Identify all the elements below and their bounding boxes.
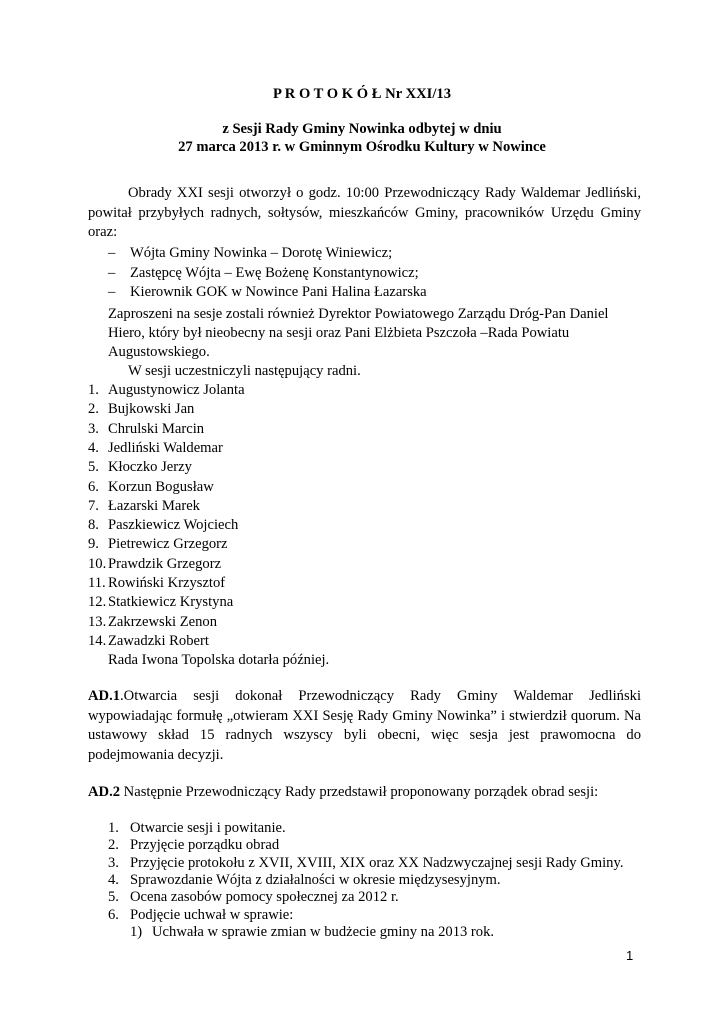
councillor-name-3: Chrulski Marcin	[108, 420, 205, 437]
agenda-item-2-number: 2.	[108, 837, 119, 854]
document-subtitle-line2: 27 marca 2013 r. w Gminnym Ośrodku Kultury w Nowince	[178, 139, 546, 155]
councillor-8-number: 8.	[88, 517, 99, 534]
councillor-name-6: Korzun Bogusław	[108, 478, 214, 495]
councillor-13-number: 13.	[88, 613, 107, 630]
attendance-intro: W sesji uczestniczyli następujący radni.	[128, 363, 361, 379]
councillor-name-5: Kłoczko Jerzy	[108, 459, 192, 476]
agenda-item-1: Otwarcie sesji i powitanie.	[130, 820, 286, 836]
councillor-name-13: Zakrzewski Zenon	[108, 613, 218, 630]
dash-item-1: Wójta Gminy Nowinka – Dorotę Winiewicz;	[130, 245, 393, 261]
agenda-item-4: Sprawozdanie Wójta z działalności w okresie międzysesyjnym.	[130, 871, 501, 888]
dash-item-3-number: –	[108, 284, 116, 300]
agenda-item-6-number: 6.	[108, 906, 119, 923]
agenda-item-1-number: 1.	[108, 820, 119, 836]
dash-item-3: Kierownik GOK w Nowince Pani Halina Łazarska	[130, 284, 427, 300]
page-number: 1	[626, 948, 634, 963]
invited-line-3: Augustowskiego.	[108, 344, 210, 360]
ad2-text: Następnie Przewodniczący Rady przedstawił proponowany porządek obrad sesji:	[120, 784, 599, 800]
ad2-label: AD.2	[88, 784, 121, 800]
councillor-14-number: 14.	[88, 632, 107, 649]
agenda-subitem-1: Uchwała w sprawie zmian w budżecie gminy na 2013 rok.	[152, 923, 495, 940]
ad1-label: AD.1	[88, 688, 121, 704]
invited-line-2: Hiero, który był nieobecny na sesji oraz Pani Elżbieta Pszczoła –Rada Powiatu	[108, 325, 570, 341]
councillor-name-14: Zawadzki Robert	[108, 632, 209, 649]
councillor-7-number: 7.	[88, 497, 99, 514]
councillor-name-12: Statkiewicz Krystyna	[108, 594, 234, 611]
agenda-item-5-number: 5.	[108, 889, 119, 906]
councillor-12-number: 12.	[88, 594, 107, 611]
agenda-item-5: Ocena zasobów pomocy społecznej za 2012 r.	[130, 889, 399, 906]
councillor-name-1: Augustynowicz Jolanta	[108, 382, 245, 398]
dash-item-2: Zastępcę Wójta – Ewę Bożenę Konstantynowicz;	[130, 264, 419, 281]
agenda-item-3: Przyjęcie protokołu z XVII, XVIII, XIX oraz XX Nadzwyczajnej sesji Rady Gminy.	[130, 854, 624, 871]
intro-paragraph: Obrady XXI sesji otworzył o godz. 10:00 Przewodniczący Rady Waldemar Jedliński, powitał przybyłych radnych, sołtysów, mieszkańców Gminy, pracowników Urzędu Gminy oraz:	[88, 185, 641, 240]
agenda-subitem-1-number: 1)	[130, 923, 143, 940]
dash-item-1-number: –	[108, 245, 116, 261]
councillor-6-number: 6.	[88, 478, 99, 495]
councillor-name-4: Jedliński Waldemar	[108, 439, 223, 456]
councillor-name-8: Paszkiewicz Wojciech	[108, 517, 239, 534]
ad2-paragraph	[88, 783, 598, 802]
invited-line-1: Zaproszeni na sesje zostali również Dyrektor Powiatowego Zarządu Dróg-Pan Daniel	[108, 306, 609, 322]
councillor-4-number: 4.	[88, 439, 99, 456]
councillor-5-number: 5.	[88, 459, 99, 476]
councillor-name-9: Pietrewicz Grzegorz	[108, 536, 228, 553]
document-subtitle-line1: z Sesji Rady Gminy Nowinka odbytej w dniu	[222, 121, 502, 137]
ad1-paragraph	[88, 687, 641, 765]
councillor-11-number: 11.	[88, 575, 106, 591]
agenda-item-2: Przyjęcie porządku obrad	[130, 837, 280, 854]
councillor-10-number: 10.	[88, 555, 107, 572]
councillor-3-number: 3.	[88, 420, 99, 437]
councillor-9-number: 9.	[88, 536, 99, 553]
councillor-name-2: Bujkowski Jan	[108, 401, 195, 418]
councillor-name-7: Łazarski Marek	[108, 497, 200, 514]
councillor-2-number: 2.	[88, 401, 99, 418]
late-note: Rada Iwona Topolska dotarła później.	[108, 652, 330, 668]
councillor-name-11: Rowiński Krzysztof	[108, 575, 226, 591]
document-title: P R O T O K Ó Ł Nr XXI/13	[273, 86, 451, 102]
agenda-item-6: Podjęcie uchwał w sprawie:	[130, 906, 294, 923]
councillor-1-number: 1.	[88, 382, 99, 398]
agenda-item-4-number: 4.	[108, 871, 119, 888]
agenda-item-3-number: 3.	[108, 854, 119, 871]
councillor-name-10: Prawdzik Grzegorz	[108, 555, 222, 572]
dash-item-2-number: –	[108, 264, 116, 281]
ad1-text: .Otwarcia sesji dokonał Przewodniczący Rady Gminy Waldemar Jedliński wypowiadając formułę „otwieram XXI Sesję Rady Gminy Nowinka” i stwierdził quorum. Na ustawowy skład 15 radnych wszyscy byli obecni, więc sesja jest prawomocna do podejmowania decyzji.	[88, 688, 641, 763]
